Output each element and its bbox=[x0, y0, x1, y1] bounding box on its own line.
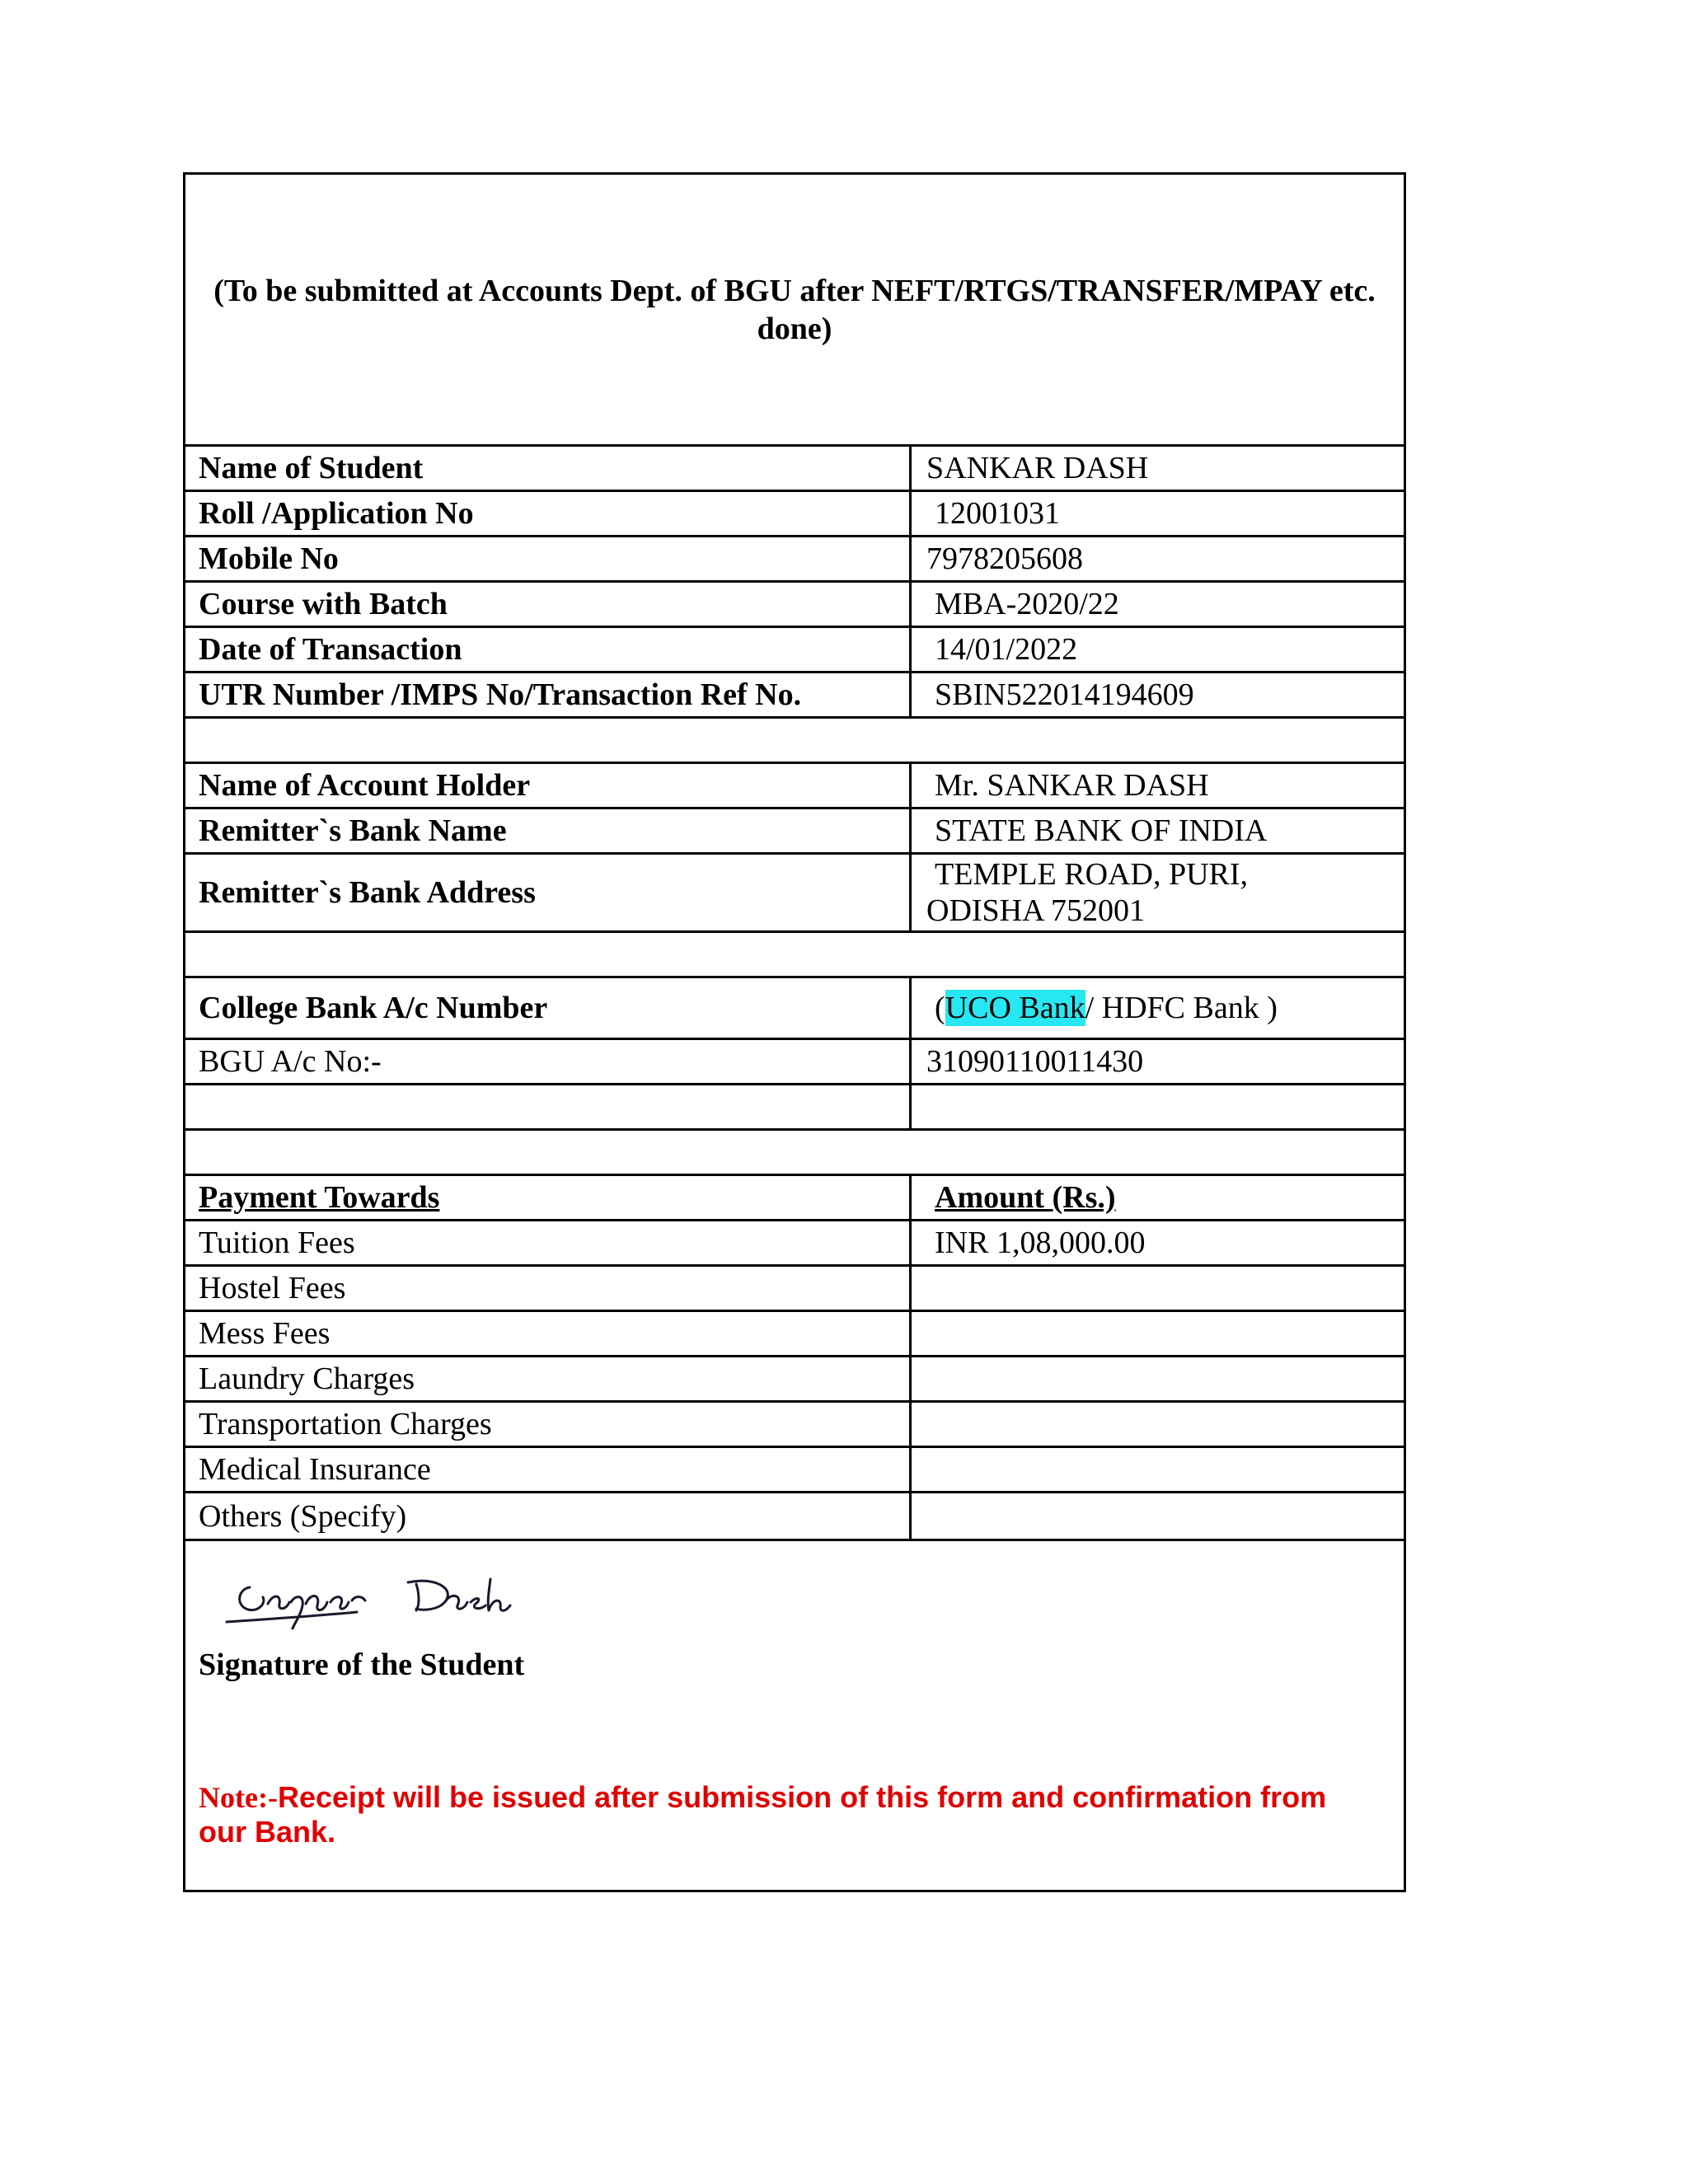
row-payment-item bbox=[185, 1221, 1404, 1267]
label-date: Date of Transaction bbox=[185, 628, 912, 671]
hdfc-bank-text: / HDFC Bank ) bbox=[1085, 991, 1278, 1025]
row-mobile bbox=[185, 537, 1404, 583]
row-utr bbox=[185, 673, 1404, 719]
fee-submission-form bbox=[183, 172, 1406, 1892]
heading-text: (To be submitted at Accounts Dept. of BGU after NEFT/RTGS/TRANSFER/MPAY etc. done) bbox=[213, 273, 1376, 346]
label-roll-no: Roll /Application No bbox=[185, 492, 912, 535]
payment-amount bbox=[912, 1357, 1404, 1400]
payment-label: Hostel Fees bbox=[185, 1267, 912, 1310]
address-line-2: ODISHA 752001 bbox=[926, 893, 1145, 928]
spacer-row bbox=[185, 933, 1404, 978]
empty-cell-left bbox=[185, 1085, 912, 1128]
row-bank-address bbox=[185, 855, 1404, 933]
label-student-name: Name of Student bbox=[185, 447, 912, 490]
row-bank-name bbox=[185, 809, 1404, 855]
note-body: Receipt will be issued after submission of this form and confirmation from our Bank. bbox=[199, 1780, 1327, 1849]
row-college-bank bbox=[185, 978, 1404, 1040]
value-mobile: 7978205608 bbox=[926, 541, 1083, 576]
empty-row bbox=[185, 1085, 1404, 1131]
note-prefix: Note:- bbox=[199, 1781, 278, 1814]
label-course: Course with Batch bbox=[185, 583, 912, 626]
row-date bbox=[185, 628, 1404, 673]
payment-label: Others (Specify) bbox=[185, 1493, 912, 1539]
note-text bbox=[199, 1780, 1369, 1849]
label-utr: UTR Number /IMPS No/Transaction Ref No. bbox=[185, 673, 912, 716]
value-college-bank bbox=[912, 978, 1404, 1038]
payment-label: Medical Insurance bbox=[185, 1448, 912, 1491]
label-bank-address: Remitter`s Bank Address bbox=[185, 855, 912, 930]
payment-amount bbox=[912, 1403, 1404, 1446]
signature-label: Signature of the Student bbox=[199, 1647, 525, 1682]
empty-cell-right bbox=[912, 1085, 1404, 1128]
payment-amount bbox=[912, 1312, 1404, 1355]
payment-label: Mess Fees bbox=[185, 1312, 912, 1355]
value-bgu-account: 31090110011430 bbox=[926, 1044, 1144, 1079]
row-payment-item bbox=[185, 1493, 1404, 1541]
row-course bbox=[185, 583, 1404, 628]
value-utr: SBIN522014194609 bbox=[935, 677, 1194, 712]
row-payment-item bbox=[185, 1267, 1404, 1312]
spacer-row bbox=[185, 1131, 1404, 1176]
row-payment-item bbox=[185, 1357, 1404, 1403]
label-college-bank: College Bank A/c Number bbox=[185, 978, 912, 1038]
value-bank-address bbox=[912, 855, 1404, 930]
value-account-holder: Mr. SANKAR DASH bbox=[935, 768, 1209, 803]
payment-amount bbox=[912, 1493, 1404, 1539]
handwritten-signature bbox=[225, 1564, 555, 1630]
value-roll-no: 12001031 bbox=[935, 496, 1060, 531]
signature-area bbox=[185, 1541, 1404, 1890]
value-course: MBA-2020/22 bbox=[935, 587, 1119, 621]
value-date: 14/01/2022 bbox=[935, 632, 1078, 667]
value-student-name: SANKAR DASH bbox=[926, 451, 1149, 485]
row-payment-item bbox=[185, 1448, 1404, 1493]
header-payment-towards: Payment Towards bbox=[185, 1176, 912, 1219]
payment-label: Transportation Charges bbox=[185, 1403, 912, 1446]
address-line-1: TEMPLE ROAD, PURI, bbox=[935, 857, 1249, 892]
row-student-name bbox=[185, 447, 1404, 492]
row-payment-header bbox=[185, 1176, 1404, 1221]
label-account-holder: Name of Account Holder bbox=[185, 764, 912, 807]
payment-amount: INR 1,08,000.00 bbox=[935, 1226, 1146, 1260]
header-amount: Amount (Rs.) bbox=[935, 1180, 1116, 1215]
value-bank-name: STATE BANK OF INDIA bbox=[935, 813, 1268, 848]
row-bgu-account bbox=[185, 1040, 1404, 1085]
spacer-row bbox=[185, 719, 1404, 764]
uco-bank-highlight: UCO Bank bbox=[945, 991, 1085, 1025]
row-payment-item bbox=[185, 1312, 1404, 1357]
open-paren: ( bbox=[935, 991, 945, 1025]
payment-label: Laundry Charges bbox=[185, 1357, 912, 1400]
payment-amount bbox=[912, 1267, 1404, 1310]
form-heading bbox=[185, 175, 1404, 447]
payment-amount bbox=[912, 1448, 1404, 1491]
label-bgu-account: BGU A/c No:- bbox=[185, 1040, 912, 1083]
label-bank-name: Remitter`s Bank Name bbox=[185, 809, 912, 852]
payment-label: Tuition Fees bbox=[185, 1221, 912, 1264]
row-payment-item bbox=[185, 1403, 1404, 1448]
row-roll-no bbox=[185, 492, 1404, 537]
row-account-holder bbox=[185, 764, 1404, 809]
label-mobile: Mobile No bbox=[185, 537, 912, 580]
